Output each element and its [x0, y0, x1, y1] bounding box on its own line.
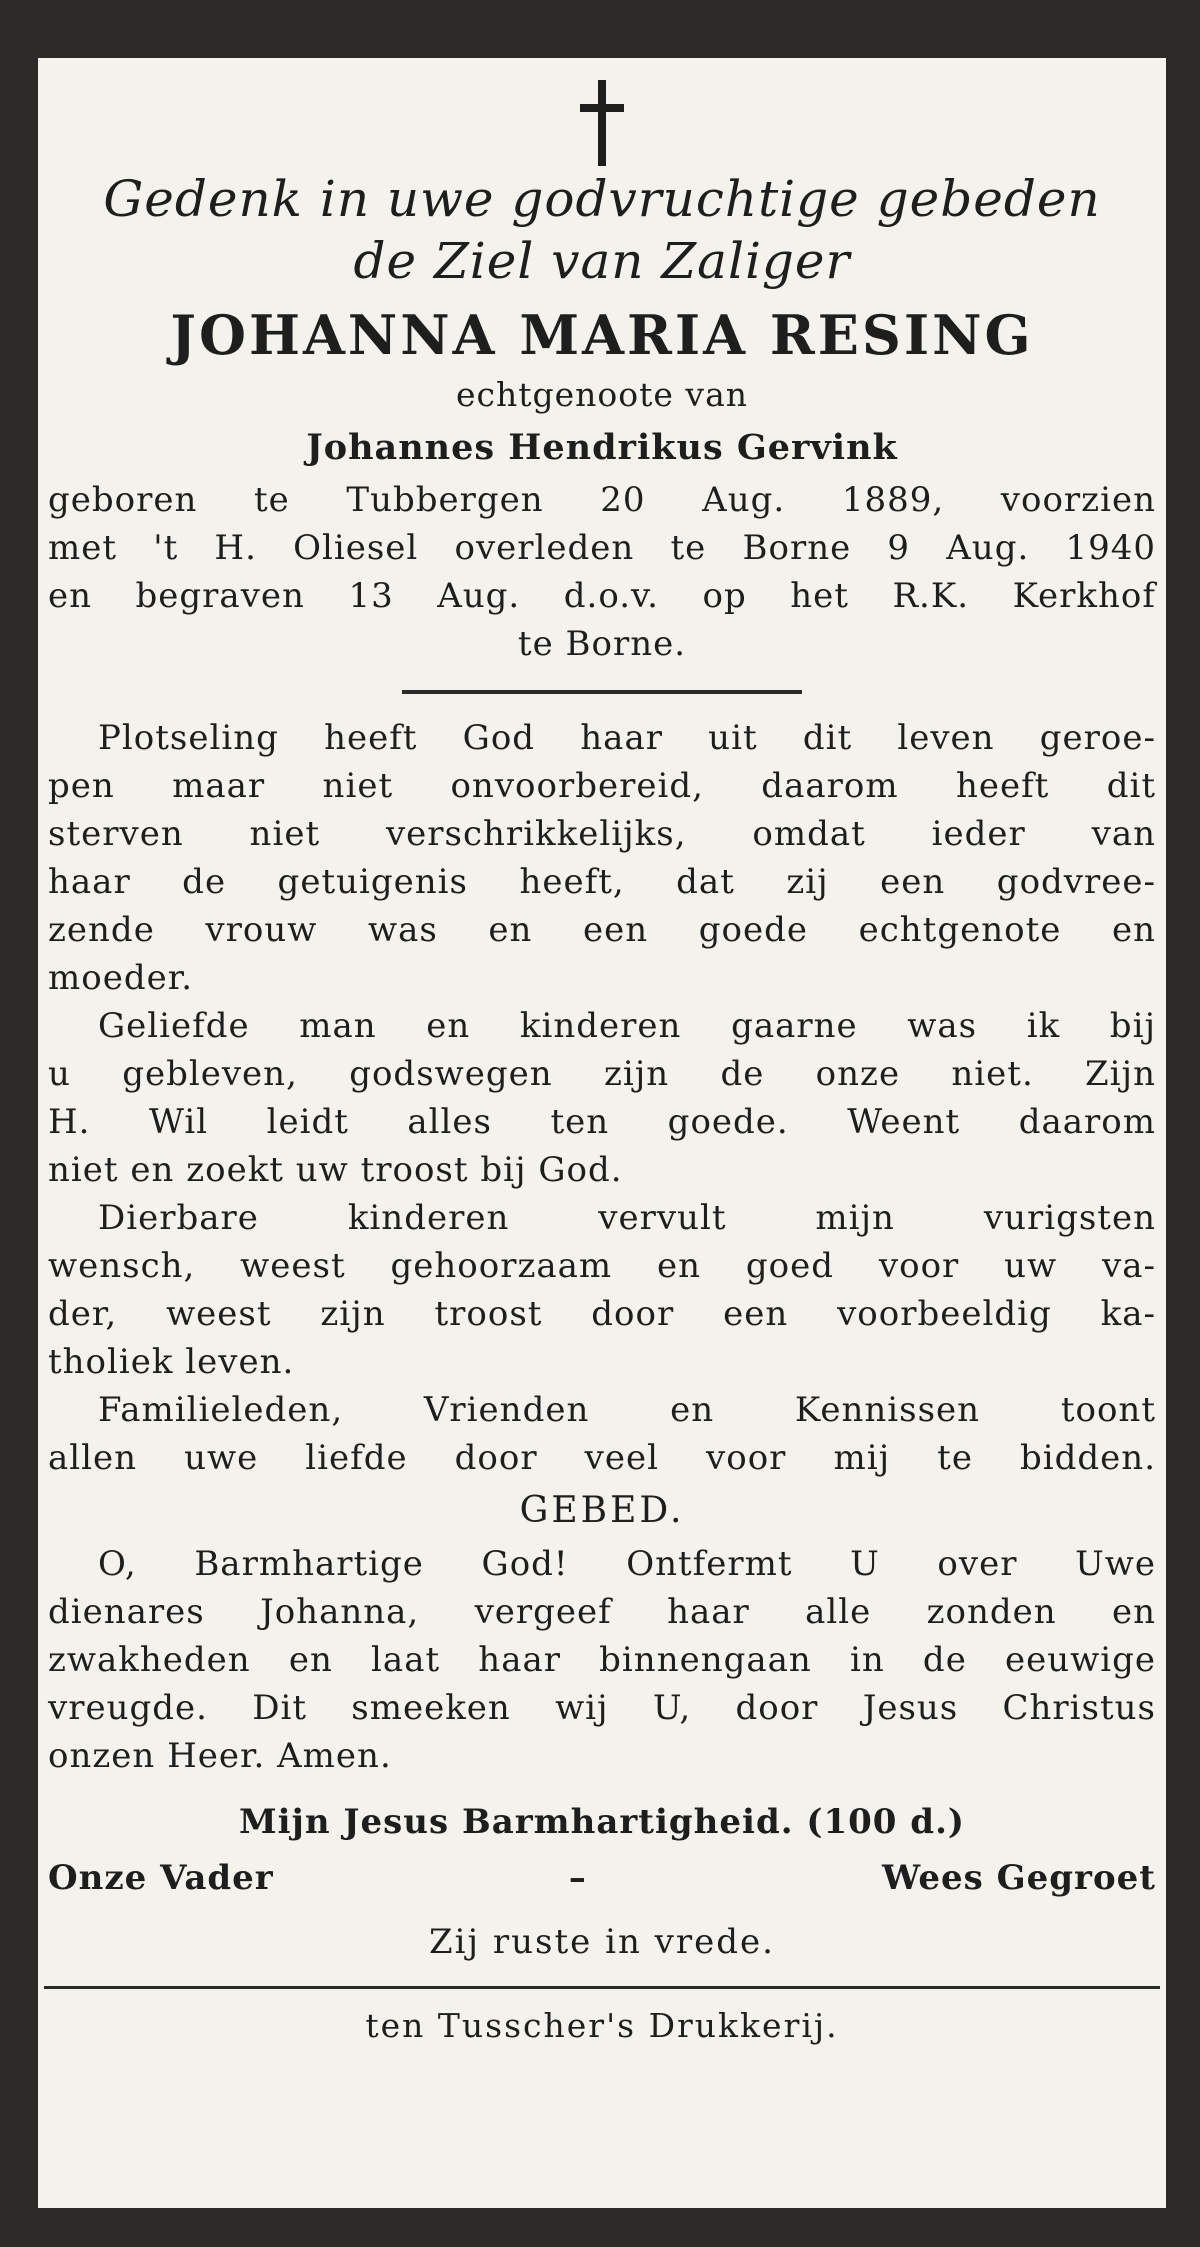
spouse-intro: echtgenoote van	[455, 375, 749, 414]
printer-credit: ten Tusscher's Drukkerij.	[365, 2006, 839, 2045]
text-line: haar de getuigenis heeft, dat zij een godvree-	[48, 862, 1156, 902]
text-line: wensch, weest gehoorzaam en goed voor uw va-	[48, 1246, 1156, 1286]
text-line: moeder.	[48, 958, 194, 998]
ejaculation: Mijn Jesus Barmhartigheid. (100 d.)	[239, 1802, 965, 1842]
text-line: zwakheden en laat haar binnengaan in de eeuwige	[48, 1640, 1156, 1680]
dates-line: met 't H. Oliesel overleden te Borne 9 Aug. 1940	[48, 528, 1156, 568]
text-line: Plotseling heeft God haar uit dit leven geroe-	[98, 718, 1156, 758]
prayer-dash: –	[568, 1858, 587, 1898]
paragraph-1	[44, 714, 1160, 1002]
invocation-line-2: de Ziel van Zaliger	[353, 232, 851, 290]
divider-short	[402, 690, 802, 694]
text-line: vreugde. Dit smeeken wij U, door Jesus Christus	[48, 1688, 1156, 1728]
text-line: Geliefde man en kinderen gaarne was ik bij	[98, 1006, 1156, 1046]
prayers-row	[48, 1850, 1156, 1906]
text-line: Dierbare kinderen vervult mijn vurigsten	[98, 1198, 1156, 1238]
text-line: dienares Johanna, vergeef haar alle zonden en	[48, 1592, 1156, 1632]
text-line: onzen Heer. Amen.	[48, 1736, 392, 1776]
prayer-heading: GEBED.	[519, 1490, 685, 1531]
paragraph-4	[44, 1386, 1160, 1482]
cross-icon	[572, 78, 632, 168]
text-line: pen maar niet onvoorbereid, daarom heeft dit	[48, 766, 1156, 806]
text-line: Familieleden, Vrienden en Kennissen toont	[98, 1390, 1156, 1430]
text-line: H. Wil leidt alles ten goede. Weent daarom	[48, 1102, 1156, 1142]
dates-line: en begraven 13 Aug. d.o.v. op het R.K. Kerkhof	[48, 576, 1156, 616]
text-line: der, weest zijn troost door een voorbeeldig ka-	[48, 1294, 1156, 1334]
dates-line: te Borne.	[517, 624, 687, 664]
paragraph-3	[44, 1194, 1160, 1386]
paragraph-2	[44, 1002, 1160, 1194]
invocation-line-1: Gedenk in uwe godvruchtige gebeden	[103, 170, 1101, 228]
text-line: u gebleven, godswegen zijn de onze niet. Zijn	[48, 1054, 1156, 1094]
dates-line: geboren te Tubbergen 20 Aug. 1889, voorzien	[48, 480, 1156, 520]
card-paper	[38, 58, 1166, 2208]
rest-in-peace: Zij ruste in vrede.	[429, 1922, 775, 1962]
divider-full	[44, 1986, 1160, 1989]
text-line: zende vrouw was en een goede echtgenote en	[48, 910, 1156, 950]
spouse-name: Johannes Hendrikus Gervink	[306, 427, 898, 468]
prayer-right: Wees Gegroet	[881, 1858, 1156, 1898]
dates-block	[44, 476, 1160, 668]
text-line: niet en zoekt uw troost bij God.	[48, 1150, 623, 1190]
text-line: sterven niet verschrikkelijks, omdat ieder van	[48, 814, 1156, 854]
deceased-name: JOHANNA MARIA RESING	[170, 303, 1034, 367]
prayer-text	[44, 1540, 1160, 1780]
text-line: O, Barmhartige God! Ontfermt U over Uwe	[98, 1544, 1156, 1584]
text-line: allen uwe liefde door veel voor mij te bidden.	[48, 1438, 1156, 1478]
prayer-left: Onze Vader	[48, 1858, 274, 1898]
text-line: tholiek leven.	[48, 1342, 295, 1382]
